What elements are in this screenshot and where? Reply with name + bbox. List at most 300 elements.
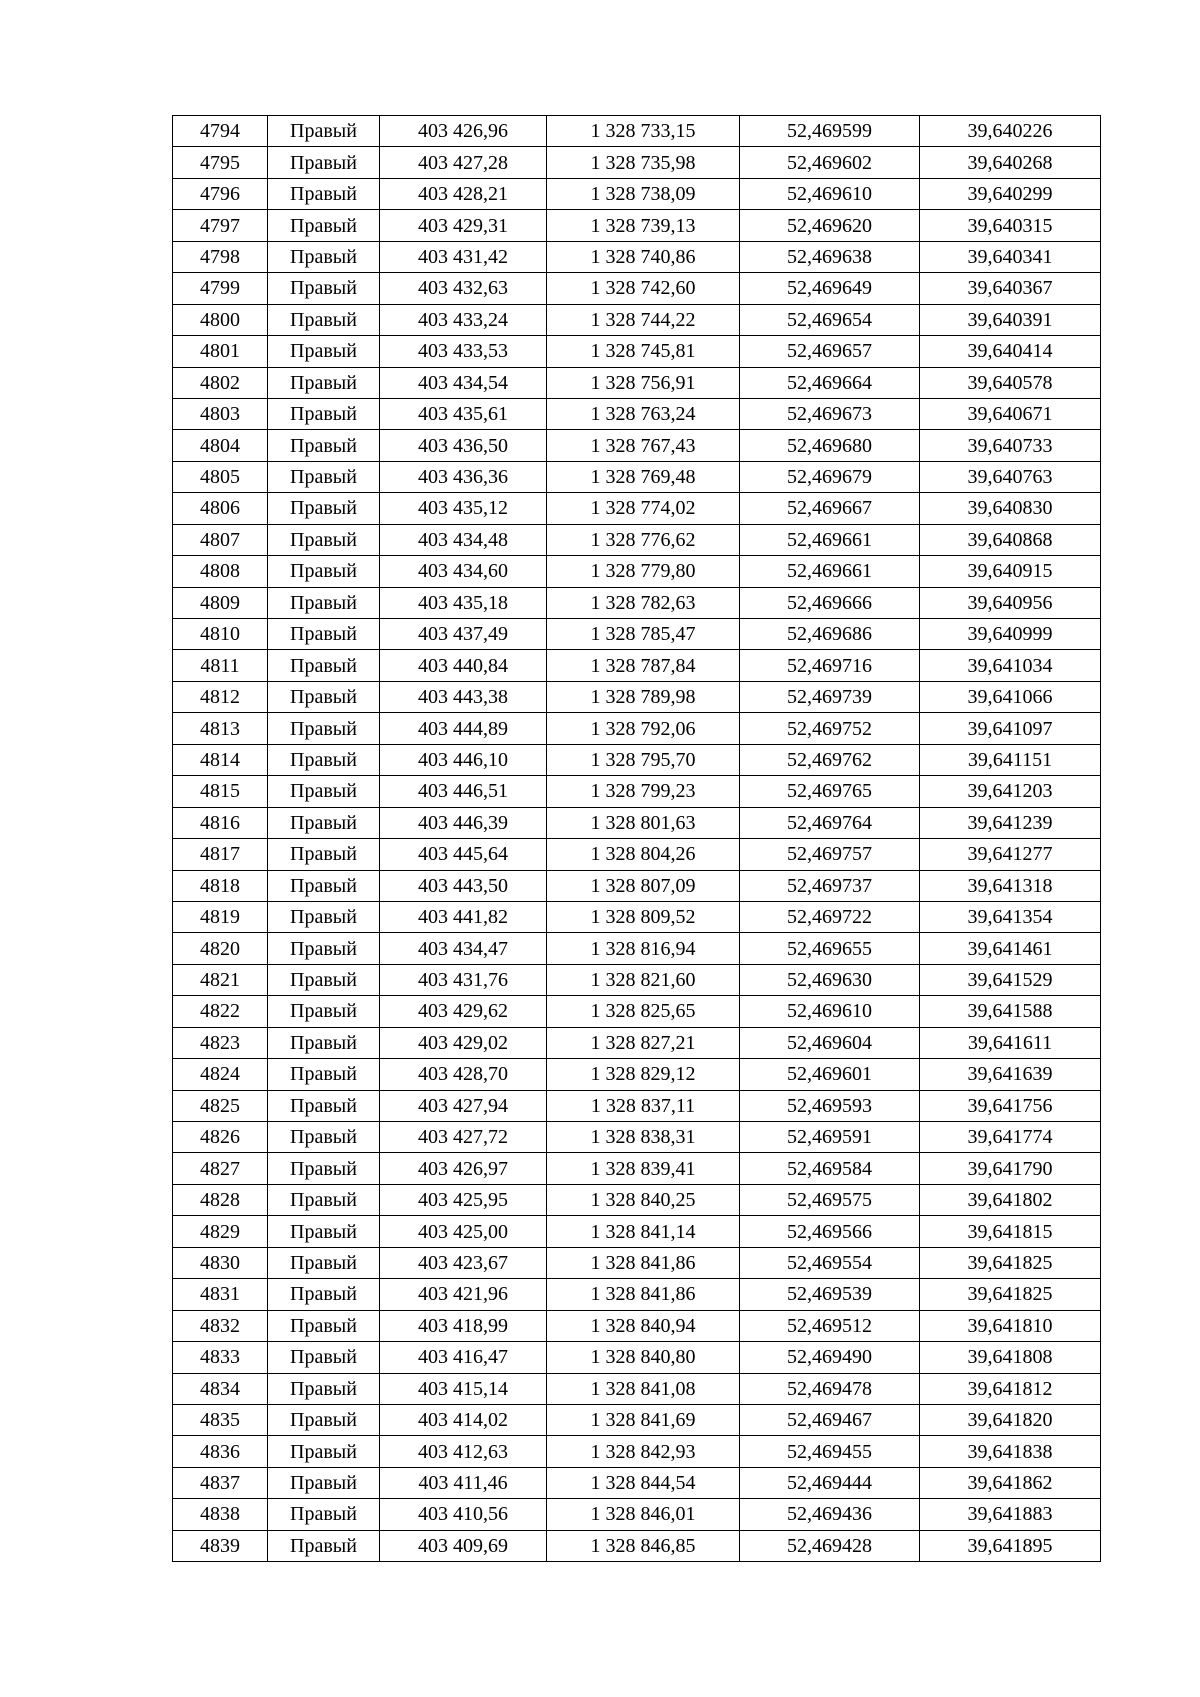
point-number-cell: 4798 (173, 241, 268, 272)
x-coordinate-cell: 403 425,95 (380, 1184, 547, 1215)
side-cell: Правый (268, 273, 380, 304)
x-coordinate-cell: 403 437,49 (380, 619, 547, 650)
x-coordinate-cell: 403 433,53 (380, 336, 547, 367)
side-cell: Правый (268, 1342, 380, 1373)
x-coordinate-cell: 403 428,70 (380, 1059, 547, 1090)
x-coordinate-cell: 403 431,42 (380, 241, 547, 272)
longitude-cell: 39,641588 (920, 996, 1101, 1027)
side-cell: Правый (268, 367, 380, 398)
table-row (173, 1530, 1101, 1561)
latitude-cell: 52,469610 (740, 178, 920, 209)
latitude-cell: 52,469680 (740, 430, 920, 461)
y-coordinate-cell: 1 328 756,91 (547, 367, 740, 398)
table-row (173, 996, 1101, 1027)
y-coordinate-cell: 1 328 782,63 (547, 587, 740, 618)
table-row (173, 241, 1101, 272)
latitude-cell: 52,469601 (740, 1059, 920, 1090)
point-number-cell: 4823 (173, 1027, 268, 1058)
side-cell: Правый (268, 178, 380, 209)
longitude-cell: 39,640868 (920, 524, 1101, 555)
latitude-cell: 52,469649 (740, 273, 920, 304)
longitude-cell: 39,641318 (920, 870, 1101, 901)
latitude-cell: 52,469599 (740, 116, 920, 147)
table-row (173, 839, 1101, 870)
x-coordinate-cell: 403 427,94 (380, 1090, 547, 1121)
side-cell: Правый (268, 398, 380, 429)
table-row (173, 210, 1101, 241)
point-number-cell: 4808 (173, 556, 268, 587)
table-row (173, 1090, 1101, 1121)
longitude-cell: 39,641825 (920, 1247, 1101, 1278)
longitude-cell: 39,640268 (920, 147, 1101, 178)
x-coordinate-cell: 403 416,47 (380, 1342, 547, 1373)
y-coordinate-cell: 1 328 841,14 (547, 1216, 740, 1247)
y-coordinate-cell: 1 328 801,63 (547, 807, 740, 838)
point-number-cell: 4817 (173, 839, 268, 870)
longitude-cell: 39,640915 (920, 556, 1101, 587)
table-row (173, 933, 1101, 964)
table-row (173, 1027, 1101, 1058)
latitude-cell: 52,469444 (740, 1467, 920, 1498)
table-row (173, 807, 1101, 838)
longitude-cell: 39,640315 (920, 210, 1101, 241)
latitude-cell: 52,469739 (740, 681, 920, 712)
longitude-cell: 39,640367 (920, 273, 1101, 304)
side-cell: Правый (268, 1027, 380, 1058)
y-coordinate-cell: 1 328 816,94 (547, 933, 740, 964)
table-row (173, 336, 1101, 367)
point-number-cell: 4819 (173, 901, 268, 932)
y-coordinate-cell: 1 328 841,86 (547, 1247, 740, 1278)
longitude-cell: 39,640391 (920, 304, 1101, 335)
x-coordinate-cell: 403 446,39 (380, 807, 547, 838)
latitude-cell: 52,469765 (740, 776, 920, 807)
side-cell: Правый (268, 713, 380, 744)
latitude-cell: 52,469722 (740, 901, 920, 932)
table-row (173, 1499, 1101, 1530)
table-row (173, 1216, 1101, 1247)
latitude-cell: 52,469686 (740, 619, 920, 650)
point-number-cell: 4805 (173, 461, 268, 492)
side-cell: Правый (268, 964, 380, 995)
table-row (173, 178, 1101, 209)
point-number-cell: 4815 (173, 776, 268, 807)
y-coordinate-cell: 1 328 846,01 (547, 1499, 740, 1530)
point-number-cell: 4826 (173, 1122, 268, 1153)
x-coordinate-cell: 403 418,99 (380, 1310, 547, 1341)
y-coordinate-cell: 1 328 792,06 (547, 713, 740, 744)
x-coordinate-cell: 403 428,21 (380, 178, 547, 209)
point-number-cell: 4811 (173, 650, 268, 681)
point-number-cell: 4827 (173, 1153, 268, 1184)
point-number-cell: 4832 (173, 1310, 268, 1341)
side-cell: Правый (268, 1247, 380, 1278)
longitude-cell: 39,640999 (920, 619, 1101, 650)
side-cell: Правый (268, 1059, 380, 1090)
point-number-cell: 4831 (173, 1279, 268, 1310)
side-cell: Правый (268, 1373, 380, 1404)
longitude-cell: 39,640733 (920, 430, 1101, 461)
table-row (173, 650, 1101, 681)
side-cell: Правый (268, 587, 380, 618)
point-number-cell: 4828 (173, 1184, 268, 1215)
x-coordinate-cell: 403 421,96 (380, 1279, 547, 1310)
y-coordinate-cell: 1 328 840,80 (547, 1342, 740, 1373)
x-coordinate-cell: 403 446,51 (380, 776, 547, 807)
latitude-cell: 52,469610 (740, 996, 920, 1027)
x-coordinate-cell: 403 414,02 (380, 1404, 547, 1435)
longitude-cell: 39,641034 (920, 650, 1101, 681)
point-number-cell: 4796 (173, 178, 268, 209)
x-coordinate-cell: 403 446,10 (380, 744, 547, 775)
y-coordinate-cell: 1 328 744,22 (547, 304, 740, 335)
x-coordinate-cell: 403 429,31 (380, 210, 547, 241)
table-row (173, 1184, 1101, 1215)
x-coordinate-cell: 403 411,46 (380, 1467, 547, 1498)
table-row (173, 870, 1101, 901)
x-coordinate-cell: 403 435,18 (380, 587, 547, 618)
table-row (173, 1404, 1101, 1435)
side-cell: Правый (268, 619, 380, 650)
y-coordinate-cell: 1 328 840,94 (547, 1310, 740, 1341)
side-cell: Правый (268, 650, 380, 681)
latitude-cell: 52,469575 (740, 1184, 920, 1215)
side-cell: Правый (268, 241, 380, 272)
point-number-cell: 4807 (173, 524, 268, 555)
latitude-cell: 52,469436 (740, 1499, 920, 1530)
latitude-cell: 52,469602 (740, 147, 920, 178)
x-coordinate-cell: 403 434,47 (380, 933, 547, 964)
x-coordinate-cell: 403 443,50 (380, 870, 547, 901)
point-number-cell: 4820 (173, 933, 268, 964)
latitude-cell: 52,469620 (740, 210, 920, 241)
latitude-cell: 52,469679 (740, 461, 920, 492)
side-cell: Правый (268, 681, 380, 712)
point-number-cell: 4835 (173, 1404, 268, 1435)
x-coordinate-cell: 403 445,64 (380, 839, 547, 870)
x-coordinate-cell: 403 427,72 (380, 1122, 547, 1153)
side-cell: Правый (268, 1216, 380, 1247)
point-number-cell: 4838 (173, 1499, 268, 1530)
table-row (173, 1373, 1101, 1404)
y-coordinate-cell: 1 328 829,12 (547, 1059, 740, 1090)
latitude-cell: 52,469455 (740, 1436, 920, 1467)
table-row (173, 901, 1101, 932)
point-number-cell: 4799 (173, 273, 268, 304)
y-coordinate-cell: 1 328 787,84 (547, 650, 740, 681)
table-row (173, 1310, 1101, 1341)
table-row (173, 1153, 1101, 1184)
y-coordinate-cell: 1 328 837,11 (547, 1090, 740, 1121)
side-cell: Правый (268, 461, 380, 492)
table-row (173, 681, 1101, 712)
point-number-cell: 4803 (173, 398, 268, 429)
latitude-cell: 52,469566 (740, 1216, 920, 1247)
side-cell: Правый (268, 996, 380, 1027)
y-coordinate-cell: 1 328 774,02 (547, 493, 740, 524)
x-coordinate-cell: 403 429,62 (380, 996, 547, 1027)
latitude-cell: 52,469593 (740, 1090, 920, 1121)
y-coordinate-cell: 1 328 821,60 (547, 964, 740, 995)
point-number-cell: 4794 (173, 116, 268, 147)
longitude-cell: 39,641639 (920, 1059, 1101, 1090)
table-row (173, 744, 1101, 775)
x-coordinate-cell: 403 415,14 (380, 1373, 547, 1404)
latitude-cell: 52,469757 (740, 839, 920, 870)
table-row (173, 493, 1101, 524)
longitude-cell: 39,641820 (920, 1404, 1101, 1435)
latitude-cell: 52,469716 (740, 650, 920, 681)
y-coordinate-cell: 1 328 742,60 (547, 273, 740, 304)
x-coordinate-cell: 403 434,48 (380, 524, 547, 555)
latitude-cell: 52,469762 (740, 744, 920, 775)
x-coordinate-cell: 403 435,61 (380, 398, 547, 429)
side-cell: Правый (268, 933, 380, 964)
latitude-cell: 52,469667 (740, 493, 920, 524)
point-number-cell: 4824 (173, 1059, 268, 1090)
longitude-cell: 39,641277 (920, 839, 1101, 870)
point-number-cell: 4813 (173, 713, 268, 744)
longitude-cell: 39,641802 (920, 1184, 1101, 1215)
latitude-cell: 52,469604 (740, 1027, 920, 1058)
longitude-cell: 39,640956 (920, 587, 1101, 618)
side-cell: Правый (268, 1499, 380, 1530)
side-cell: Правый (268, 1404, 380, 1435)
table-row (173, 304, 1101, 335)
longitude-cell: 39,641151 (920, 744, 1101, 775)
latitude-cell: 52,469584 (740, 1153, 920, 1184)
longitude-cell: 39,641066 (920, 681, 1101, 712)
longitude-cell: 39,641239 (920, 807, 1101, 838)
x-coordinate-cell: 403 433,24 (380, 304, 547, 335)
x-coordinate-cell: 403 436,50 (380, 430, 547, 461)
longitude-cell: 39,640830 (920, 493, 1101, 524)
longitude-cell: 39,641097 (920, 713, 1101, 744)
side-cell: Правый (268, 524, 380, 555)
point-number-cell: 4830 (173, 1247, 268, 1278)
y-coordinate-cell: 1 328 763,24 (547, 398, 740, 429)
y-coordinate-cell: 1 328 789,98 (547, 681, 740, 712)
table-row (173, 1467, 1101, 1498)
point-number-cell: 4837 (173, 1467, 268, 1498)
longitude-cell: 39,641354 (920, 901, 1101, 932)
side-cell: Правый (268, 1153, 380, 1184)
side-cell: Правый (268, 870, 380, 901)
x-coordinate-cell: 403 436,36 (380, 461, 547, 492)
side-cell: Правый (268, 807, 380, 838)
x-coordinate-cell: 403 434,54 (380, 367, 547, 398)
x-coordinate-cell: 403 409,69 (380, 1530, 547, 1561)
point-number-cell: 4821 (173, 964, 268, 995)
latitude-cell: 52,469539 (740, 1279, 920, 1310)
table-row (173, 964, 1101, 995)
latitude-cell: 52,469467 (740, 1404, 920, 1435)
x-coordinate-cell: 403 440,84 (380, 650, 547, 681)
y-coordinate-cell: 1 328 839,41 (547, 1153, 740, 1184)
point-number-cell: 4795 (173, 147, 268, 178)
point-number-cell: 4797 (173, 210, 268, 241)
latitude-cell: 52,469591 (740, 1122, 920, 1153)
side-cell: Правый (268, 744, 380, 775)
y-coordinate-cell: 1 328 795,70 (547, 744, 740, 775)
y-coordinate-cell: 1 328 740,86 (547, 241, 740, 272)
table-row (173, 116, 1101, 147)
y-coordinate-cell: 1 328 842,93 (547, 1436, 740, 1467)
y-coordinate-cell: 1 328 827,21 (547, 1027, 740, 1058)
longitude-cell: 39,641883 (920, 1499, 1101, 1530)
y-coordinate-cell: 1 328 846,85 (547, 1530, 740, 1561)
latitude-cell: 52,469638 (740, 241, 920, 272)
table-row (173, 147, 1101, 178)
table-row (173, 776, 1101, 807)
longitude-cell: 39,641790 (920, 1153, 1101, 1184)
side-cell: Правый (268, 556, 380, 587)
table-row (173, 713, 1101, 744)
y-coordinate-cell: 1 328 807,09 (547, 870, 740, 901)
x-coordinate-cell: 403 427,28 (380, 147, 547, 178)
point-number-cell: 4816 (173, 807, 268, 838)
longitude-cell: 39,641838 (920, 1436, 1101, 1467)
longitude-cell: 39,641756 (920, 1090, 1101, 1121)
side-cell: Правый (268, 1467, 380, 1498)
latitude-cell: 52,469554 (740, 1247, 920, 1278)
longitude-cell: 39,641808 (920, 1342, 1101, 1373)
coordinates-table-body (173, 116, 1101, 1562)
point-number-cell: 4839 (173, 1530, 268, 1561)
x-coordinate-cell: 403 431,76 (380, 964, 547, 995)
longitude-cell: 39,640414 (920, 336, 1101, 367)
latitude-cell: 52,469673 (740, 398, 920, 429)
side-cell: Правый (268, 304, 380, 335)
x-coordinate-cell: 403 434,60 (380, 556, 547, 587)
table-row (173, 1122, 1101, 1153)
table-row (173, 556, 1101, 587)
side-cell: Правый (268, 1184, 380, 1215)
table-row (173, 587, 1101, 618)
y-coordinate-cell: 1 328 745,81 (547, 336, 740, 367)
y-coordinate-cell: 1 328 769,48 (547, 461, 740, 492)
y-coordinate-cell: 1 328 841,69 (547, 1404, 740, 1435)
latitude-cell: 52,469512 (740, 1310, 920, 1341)
latitude-cell: 52,469661 (740, 556, 920, 587)
table-row (173, 461, 1101, 492)
longitude-cell: 39,641815 (920, 1216, 1101, 1247)
x-coordinate-cell: 403 425,00 (380, 1216, 547, 1247)
point-number-cell: 4806 (173, 493, 268, 524)
latitude-cell: 52,469630 (740, 964, 920, 995)
longitude-cell: 39,640341 (920, 241, 1101, 272)
table-row (173, 619, 1101, 650)
latitude-cell: 52,469490 (740, 1342, 920, 1373)
side-cell: Правый (268, 839, 380, 870)
table-row (173, 1342, 1101, 1373)
y-coordinate-cell: 1 328 738,09 (547, 178, 740, 209)
table-row (173, 1059, 1101, 1090)
x-coordinate-cell: 403 432,63 (380, 273, 547, 304)
point-number-cell: 4800 (173, 304, 268, 335)
x-coordinate-cell: 403 443,38 (380, 681, 547, 712)
longitude-cell: 39,641529 (920, 964, 1101, 995)
table-row (173, 367, 1101, 398)
y-coordinate-cell: 1 328 838,31 (547, 1122, 740, 1153)
longitude-cell: 39,641810 (920, 1310, 1101, 1341)
side-cell: Правый (268, 901, 380, 932)
longitude-cell: 39,641812 (920, 1373, 1101, 1404)
point-number-cell: 4810 (173, 619, 268, 650)
y-coordinate-cell: 1 328 779,80 (547, 556, 740, 587)
point-number-cell: 4829 (173, 1216, 268, 1247)
latitude-cell: 52,469737 (740, 870, 920, 901)
longitude-cell: 39,641611 (920, 1027, 1101, 1058)
point-number-cell: 4804 (173, 430, 268, 461)
longitude-cell: 39,641203 (920, 776, 1101, 807)
latitude-cell: 52,469661 (740, 524, 920, 555)
side-cell: Правый (268, 336, 380, 367)
point-number-cell: 4834 (173, 1373, 268, 1404)
side-cell: Правый (268, 430, 380, 461)
y-coordinate-cell: 1 328 776,62 (547, 524, 740, 555)
side-cell: Правый (268, 210, 380, 241)
y-coordinate-cell: 1 328 739,13 (547, 210, 740, 241)
point-number-cell: 4822 (173, 996, 268, 1027)
y-coordinate-cell: 1 328 799,23 (547, 776, 740, 807)
table-row (173, 1436, 1101, 1467)
longitude-cell: 39,640671 (920, 398, 1101, 429)
y-coordinate-cell: 1 328 809,52 (547, 901, 740, 932)
side-cell: Правый (268, 116, 380, 147)
y-coordinate-cell: 1 328 785,47 (547, 619, 740, 650)
x-coordinate-cell: 403 435,12 (380, 493, 547, 524)
y-coordinate-cell: 1 328 733,15 (547, 116, 740, 147)
point-number-cell: 4825 (173, 1090, 268, 1121)
longitude-cell: 39,641825 (920, 1279, 1101, 1310)
y-coordinate-cell: 1 328 804,26 (547, 839, 740, 870)
side-cell: Правый (268, 1090, 380, 1121)
y-coordinate-cell: 1 328 840,25 (547, 1184, 740, 1215)
x-coordinate-cell: 403 426,97 (380, 1153, 547, 1184)
table-row (173, 524, 1101, 555)
latitude-cell: 52,469764 (740, 807, 920, 838)
latitude-cell: 52,469654 (740, 304, 920, 335)
y-coordinate-cell: 1 328 841,86 (547, 1279, 740, 1310)
table-row (173, 1279, 1101, 1310)
longitude-cell: 39,641862 (920, 1467, 1101, 1498)
point-number-cell: 4818 (173, 870, 268, 901)
y-coordinate-cell: 1 328 825,65 (547, 996, 740, 1027)
table-row (173, 398, 1101, 429)
x-coordinate-cell: 403 441,82 (380, 901, 547, 932)
latitude-cell: 52,469478 (740, 1373, 920, 1404)
side-cell: Правый (268, 1122, 380, 1153)
longitude-cell: 39,641895 (920, 1530, 1101, 1561)
y-coordinate-cell: 1 328 841,08 (547, 1373, 740, 1404)
side-cell: Правый (268, 147, 380, 178)
x-coordinate-cell: 403 410,56 (380, 1499, 547, 1530)
side-cell: Правый (268, 1310, 380, 1341)
longitude-cell: 39,641461 (920, 933, 1101, 964)
point-number-cell: 4812 (173, 681, 268, 712)
latitude-cell: 52,469655 (740, 933, 920, 964)
table-row (173, 430, 1101, 461)
side-cell: Правый (268, 493, 380, 524)
x-coordinate-cell: 403 412,63 (380, 1436, 547, 1467)
point-number-cell: 4801 (173, 336, 268, 367)
latitude-cell: 52,469752 (740, 713, 920, 744)
side-cell: Правый (268, 1279, 380, 1310)
y-coordinate-cell: 1 328 767,43 (547, 430, 740, 461)
x-coordinate-cell: 403 423,67 (380, 1247, 547, 1278)
latitude-cell: 52,469664 (740, 367, 920, 398)
